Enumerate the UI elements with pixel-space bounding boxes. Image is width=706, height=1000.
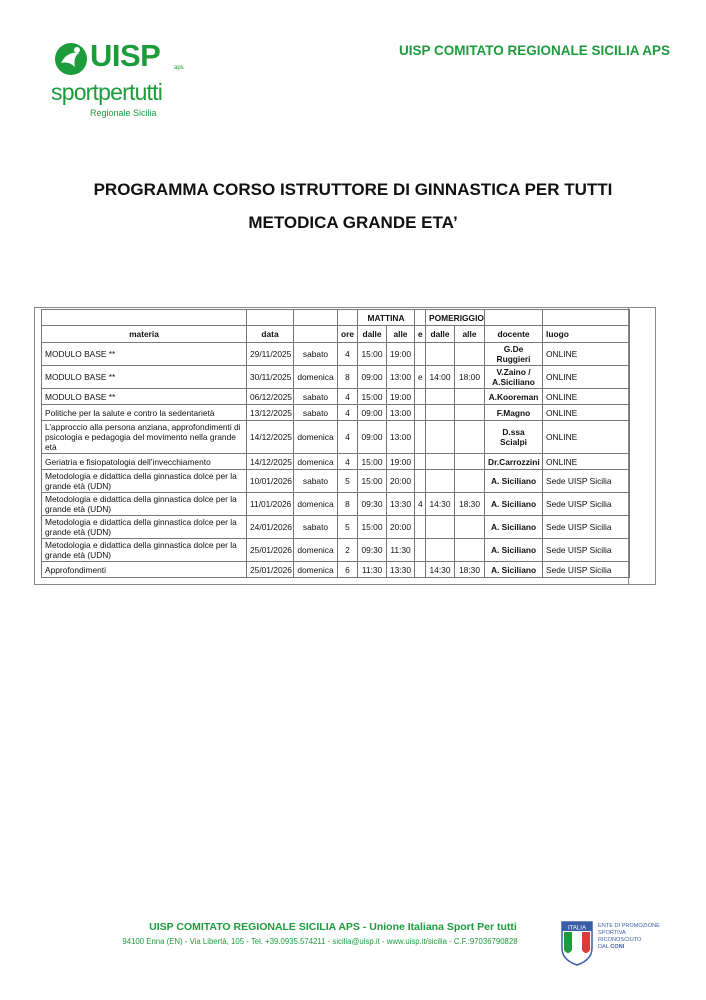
- empty-cell: [485, 310, 543, 326]
- cell-luogo: Sede UISP Sicilia: [543, 516, 630, 539]
- cell-data: 11/01/2026: [247, 493, 294, 516]
- cell-materia: Metodologia e didattica della ginnastica dolce per la grande età (UDN): [42, 516, 247, 539]
- cell-docente: A.Kooreman: [485, 389, 543, 405]
- cell-luogo: ONLINE: [543, 405, 630, 421]
- cell-dalle-pomeriggio: [426, 516, 455, 539]
- cell-dalle-mattina: 15:00: [358, 389, 387, 405]
- empty-cell: [543, 310, 630, 326]
- cell-data: 25/01/2026: [247, 562, 294, 578]
- cell-alle-mattina: 20:00: [387, 516, 415, 539]
- cell-alle-pomeriggio: [455, 343, 485, 366]
- cell-docente: V.Zaino / A.Siciliano: [485, 366, 543, 389]
- footer-org-line: UISP COMITATO REGIONALE SICILIA APS - Unione Italiana Sport Per tutti: [149, 921, 517, 933]
- cell-alle-pomeriggio: [455, 421, 485, 454]
- cell-data: 14/12/2025: [247, 454, 294, 470]
- cell-dalle-mattina: 15:00: [358, 343, 387, 366]
- cell-alle-mattina: 11:30: [387, 539, 415, 562]
- table-row: [42, 421, 630, 454]
- cell-alle-mattina: 13:00: [387, 405, 415, 421]
- cell-materia: Politiche per la salute e contro la sedentarietà: [42, 405, 247, 421]
- cell-dalle-pomeriggio: [426, 343, 455, 366]
- header-materia: materia: [42, 326, 247, 343]
- cell-ore: 8: [338, 493, 358, 516]
- logo-uisp-text: UISP: [90, 38, 161, 73]
- table-row: [42, 470, 630, 493]
- coni-brand: CONI: [610, 944, 625, 950]
- empty-cell: [338, 310, 358, 326]
- cell-materia: Approfondimenti: [42, 562, 247, 578]
- header-e: e: [415, 326, 426, 343]
- cell-dalle-pomeriggio: [426, 389, 455, 405]
- schedule-table: [41, 309, 630, 578]
- cell-dalle-pomeriggio: [426, 405, 455, 421]
- coni-text: [598, 923, 678, 951]
- cell-alle-pomeriggio: [455, 539, 485, 562]
- cell-data: 06/12/2025: [247, 389, 294, 405]
- cell-ore: 4: [338, 405, 358, 421]
- cell-dalle-mattina: 09:30: [358, 539, 387, 562]
- cell-data: 24/01/2026: [247, 516, 294, 539]
- cell-luogo: ONLINE: [543, 421, 630, 454]
- cell-e: [415, 539, 426, 562]
- footer-address-line: 94100 Enna (EN) - Via Libertà, 105 - Tel. +39.0935.574211 - sicilia@uisp.it - www.uisp.it/sicilia - C.F.:97036790828: [122, 937, 518, 946]
- cell-luogo: ONLINE: [543, 343, 630, 366]
- coni-text-line: [598, 944, 678, 951]
- cell-data: 29/11/2025: [247, 343, 294, 366]
- cell-e: [415, 516, 426, 539]
- cell-docente: A. Siciliano: [485, 516, 543, 539]
- cell-e: [415, 389, 426, 405]
- cell-docente: A. Siciliano: [485, 562, 543, 578]
- page-subtitle: METODICA GRANDE ETA’: [248, 213, 458, 232]
- cell-giorno: domenica: [294, 421, 338, 454]
- empty-cell: [415, 310, 426, 326]
- cell-giorno: domenica: [294, 454, 338, 470]
- cell-docente: F.Magno: [485, 405, 543, 421]
- cell-alle-mattina: 19:00: [387, 343, 415, 366]
- header-alle-mattina: alle: [387, 326, 415, 343]
- italia-label: ITALIA: [568, 925, 586, 932]
- cell-e: 4: [415, 493, 426, 516]
- logo-region: Regionale Sicilia: [90, 108, 157, 118]
- coni-badge: [560, 920, 680, 970]
- cell-dalle-pomeriggio: 14:00: [426, 366, 455, 389]
- cell-materia: MODULO BASE **: [42, 343, 247, 366]
- header-giorno: [294, 326, 338, 343]
- cell-giorno: sabato: [294, 470, 338, 493]
- cell-giorno: domenica: [294, 366, 338, 389]
- cell-dalle-mattina: 09:30: [358, 493, 387, 516]
- uisp-runner-icon: [53, 41, 89, 77]
- cell-dalle-pomeriggio: [426, 421, 455, 454]
- cell-materia: Geriatria e fisiopatologia dell’invecchiamento: [42, 454, 247, 470]
- cell-alle-mattina: 13:00: [387, 366, 415, 389]
- cell-data: 30/11/2025: [247, 366, 294, 389]
- cell-dalle-mattina: 15:00: [358, 516, 387, 539]
- italia-shield-icon: [560, 920, 594, 966]
- cell-alle-pomeriggio: 18:30: [455, 493, 485, 516]
- cell-alle-pomeriggio: [455, 470, 485, 493]
- logo-tagline: sportpertutti: [51, 79, 163, 105]
- header-dalle-pomeriggio: dalle: [426, 326, 455, 343]
- cell-alle-mattina: 20:00: [387, 470, 415, 493]
- table-row: [42, 454, 630, 470]
- cell-docente: G.De Ruggieri: [485, 343, 543, 366]
- cell-data: 25/01/2026: [247, 539, 294, 562]
- cell-giorno: sabato: [294, 516, 338, 539]
- cell-giorno: domenica: [294, 539, 338, 562]
- logo-aps-text: aps: [174, 65, 184, 71]
- cell-dalle-pomeriggio: 14:30: [426, 562, 455, 578]
- header-dalle-mattina: dalle: [358, 326, 387, 343]
- cell-e: [415, 421, 426, 454]
- cell-ore: 4: [338, 454, 358, 470]
- table-row: [42, 493, 630, 516]
- coni-dal: DAL: [598, 944, 609, 950]
- cell-giorno: sabato: [294, 343, 338, 366]
- group-pomeriggio: POMERIGGIO: [426, 310, 485, 326]
- cell-dalle-mattina: 15:00: [358, 470, 387, 493]
- cell-luogo: ONLINE: [543, 389, 630, 405]
- cell-luogo: Sede UISP Sicilia: [543, 493, 630, 516]
- cell-e: [415, 470, 426, 493]
- cell-ore: 4: [338, 389, 358, 405]
- table-body: [42, 343, 630, 578]
- table-row: [42, 562, 630, 578]
- cell-data: 13/12/2025: [247, 405, 294, 421]
- cell-giorno: domenica: [294, 562, 338, 578]
- cell-e: [415, 454, 426, 470]
- cell-luogo: Sede UISP Sicilia: [543, 562, 630, 578]
- cell-giorno: domenica: [294, 493, 338, 516]
- header-luogo: luogo: [543, 326, 630, 343]
- empty-cell: [294, 310, 338, 326]
- cell-luogo: Sede UISP Sicilia: [543, 470, 630, 493]
- cell-dalle-mattina: 09:00: [358, 405, 387, 421]
- cell-alle-pomeriggio: [455, 516, 485, 539]
- cell-data: 14/12/2025: [247, 421, 294, 454]
- header-ore: ore: [338, 326, 358, 343]
- cell-dalle-pomeriggio: [426, 539, 455, 562]
- cell-alle-mattina: 13:30: [387, 562, 415, 578]
- coni-text-line: RICONOSCIUTO: [598, 937, 642, 943]
- cell-giorno: sabato: [294, 405, 338, 421]
- cell-materia: Metodologia e didattica della ginnastica dolce per la grande età (UDN): [42, 493, 247, 516]
- uisp-logo: [50, 38, 200, 128]
- header-alle-pomeriggio: alle: [455, 326, 485, 343]
- table-row: [42, 539, 630, 562]
- cell-docente: A. Siciliano: [485, 493, 543, 516]
- cell-ore: 5: [338, 470, 358, 493]
- table-row: [42, 389, 630, 405]
- cell-alle-pomeriggio: 18:00: [455, 366, 485, 389]
- cell-alle-mattina: 13:00: [387, 421, 415, 454]
- cell-docente: D.ssa Scialpi: [485, 421, 543, 454]
- cell-docente: A. Siciliano: [485, 539, 543, 562]
- cell-dalle-pomeriggio: 14:30: [426, 493, 455, 516]
- header-org-name: UISP COMITATO REGIONALE SICILIA APS: [398, 43, 670, 58]
- table-row: [42, 343, 630, 366]
- cell-e: [415, 343, 426, 366]
- table-group-header: [42, 310, 630, 326]
- cell-dalle-mattina: 09:00: [358, 421, 387, 454]
- header-docente: docente: [485, 326, 543, 343]
- cell-materia: Metodologia e didattica della ginnastica dolce per la grande età (UDN): [42, 539, 247, 562]
- cell-luogo: ONLINE: [543, 454, 630, 470]
- cell-e: [415, 405, 426, 421]
- cell-dalle-mattina: 15:00: [358, 454, 387, 470]
- cell-ore: 4: [338, 343, 358, 366]
- table-header-row: [42, 326, 630, 343]
- header-data: data: [247, 326, 294, 343]
- cell-docente: Dr.Carrozzini: [485, 454, 543, 470]
- cell-e: e: [415, 366, 426, 389]
- cell-e: [415, 562, 426, 578]
- cell-ore: 6: [338, 562, 358, 578]
- page-title: PROGRAMMA CORSO ISTRUTTORE DI GINNASTICA PER TUTTI: [93, 180, 613, 199]
- cell-ore: 5: [338, 516, 358, 539]
- cell-alle-pomeriggio: [455, 454, 485, 470]
- table-row: [42, 405, 630, 421]
- cell-docente: A. Siciliano: [485, 470, 543, 493]
- cell-dalle-mattina: 09:00: [358, 366, 387, 389]
- cell-alle-mattina: 19:00: [387, 389, 415, 405]
- cell-dalle-pomeriggio: [426, 454, 455, 470]
- cell-ore: 4: [338, 421, 358, 454]
- cell-alle-mattina: 13:30: [387, 493, 415, 516]
- cell-alle-pomeriggio: [455, 405, 485, 421]
- cell-alle-mattina: 19:00: [387, 454, 415, 470]
- cell-ore: 8: [338, 366, 358, 389]
- coni-text-line: ENTE DI PROMOZIONE: [598, 923, 660, 929]
- group-mattina: MATTINA: [358, 310, 415, 326]
- coni-text-line: SPORTIVA: [598, 930, 626, 936]
- cell-luogo: ONLINE: [543, 366, 630, 389]
- cell-alle-pomeriggio: [455, 389, 485, 405]
- cell-materia: MODULO BASE **: [42, 366, 247, 389]
- cell-materia: L’approccio alla persona anziana, approfondimenti di psicologia e pedagogia del movimento nella grande età: [42, 421, 247, 454]
- cell-data: 10/01/2026: [247, 470, 294, 493]
- cell-ore: 2: [338, 539, 358, 562]
- cell-alle-pomeriggio: 18:30: [455, 562, 485, 578]
- cell-giorno: sabato: [294, 389, 338, 405]
- empty-cell: [42, 310, 247, 326]
- cell-dalle-mattina: 11:30: [358, 562, 387, 578]
- empty-cell: [247, 310, 294, 326]
- cell-luogo: Sede UISP Sicilia: [543, 539, 630, 562]
- table-row: [42, 516, 630, 539]
- table-row: [42, 366, 630, 389]
- cell-materia: Metodologia e didattica della ginnastica dolce per la grande età (UDN): [42, 470, 247, 493]
- cell-materia: MODULO BASE **: [42, 389, 247, 405]
- cell-dalle-pomeriggio: [426, 470, 455, 493]
